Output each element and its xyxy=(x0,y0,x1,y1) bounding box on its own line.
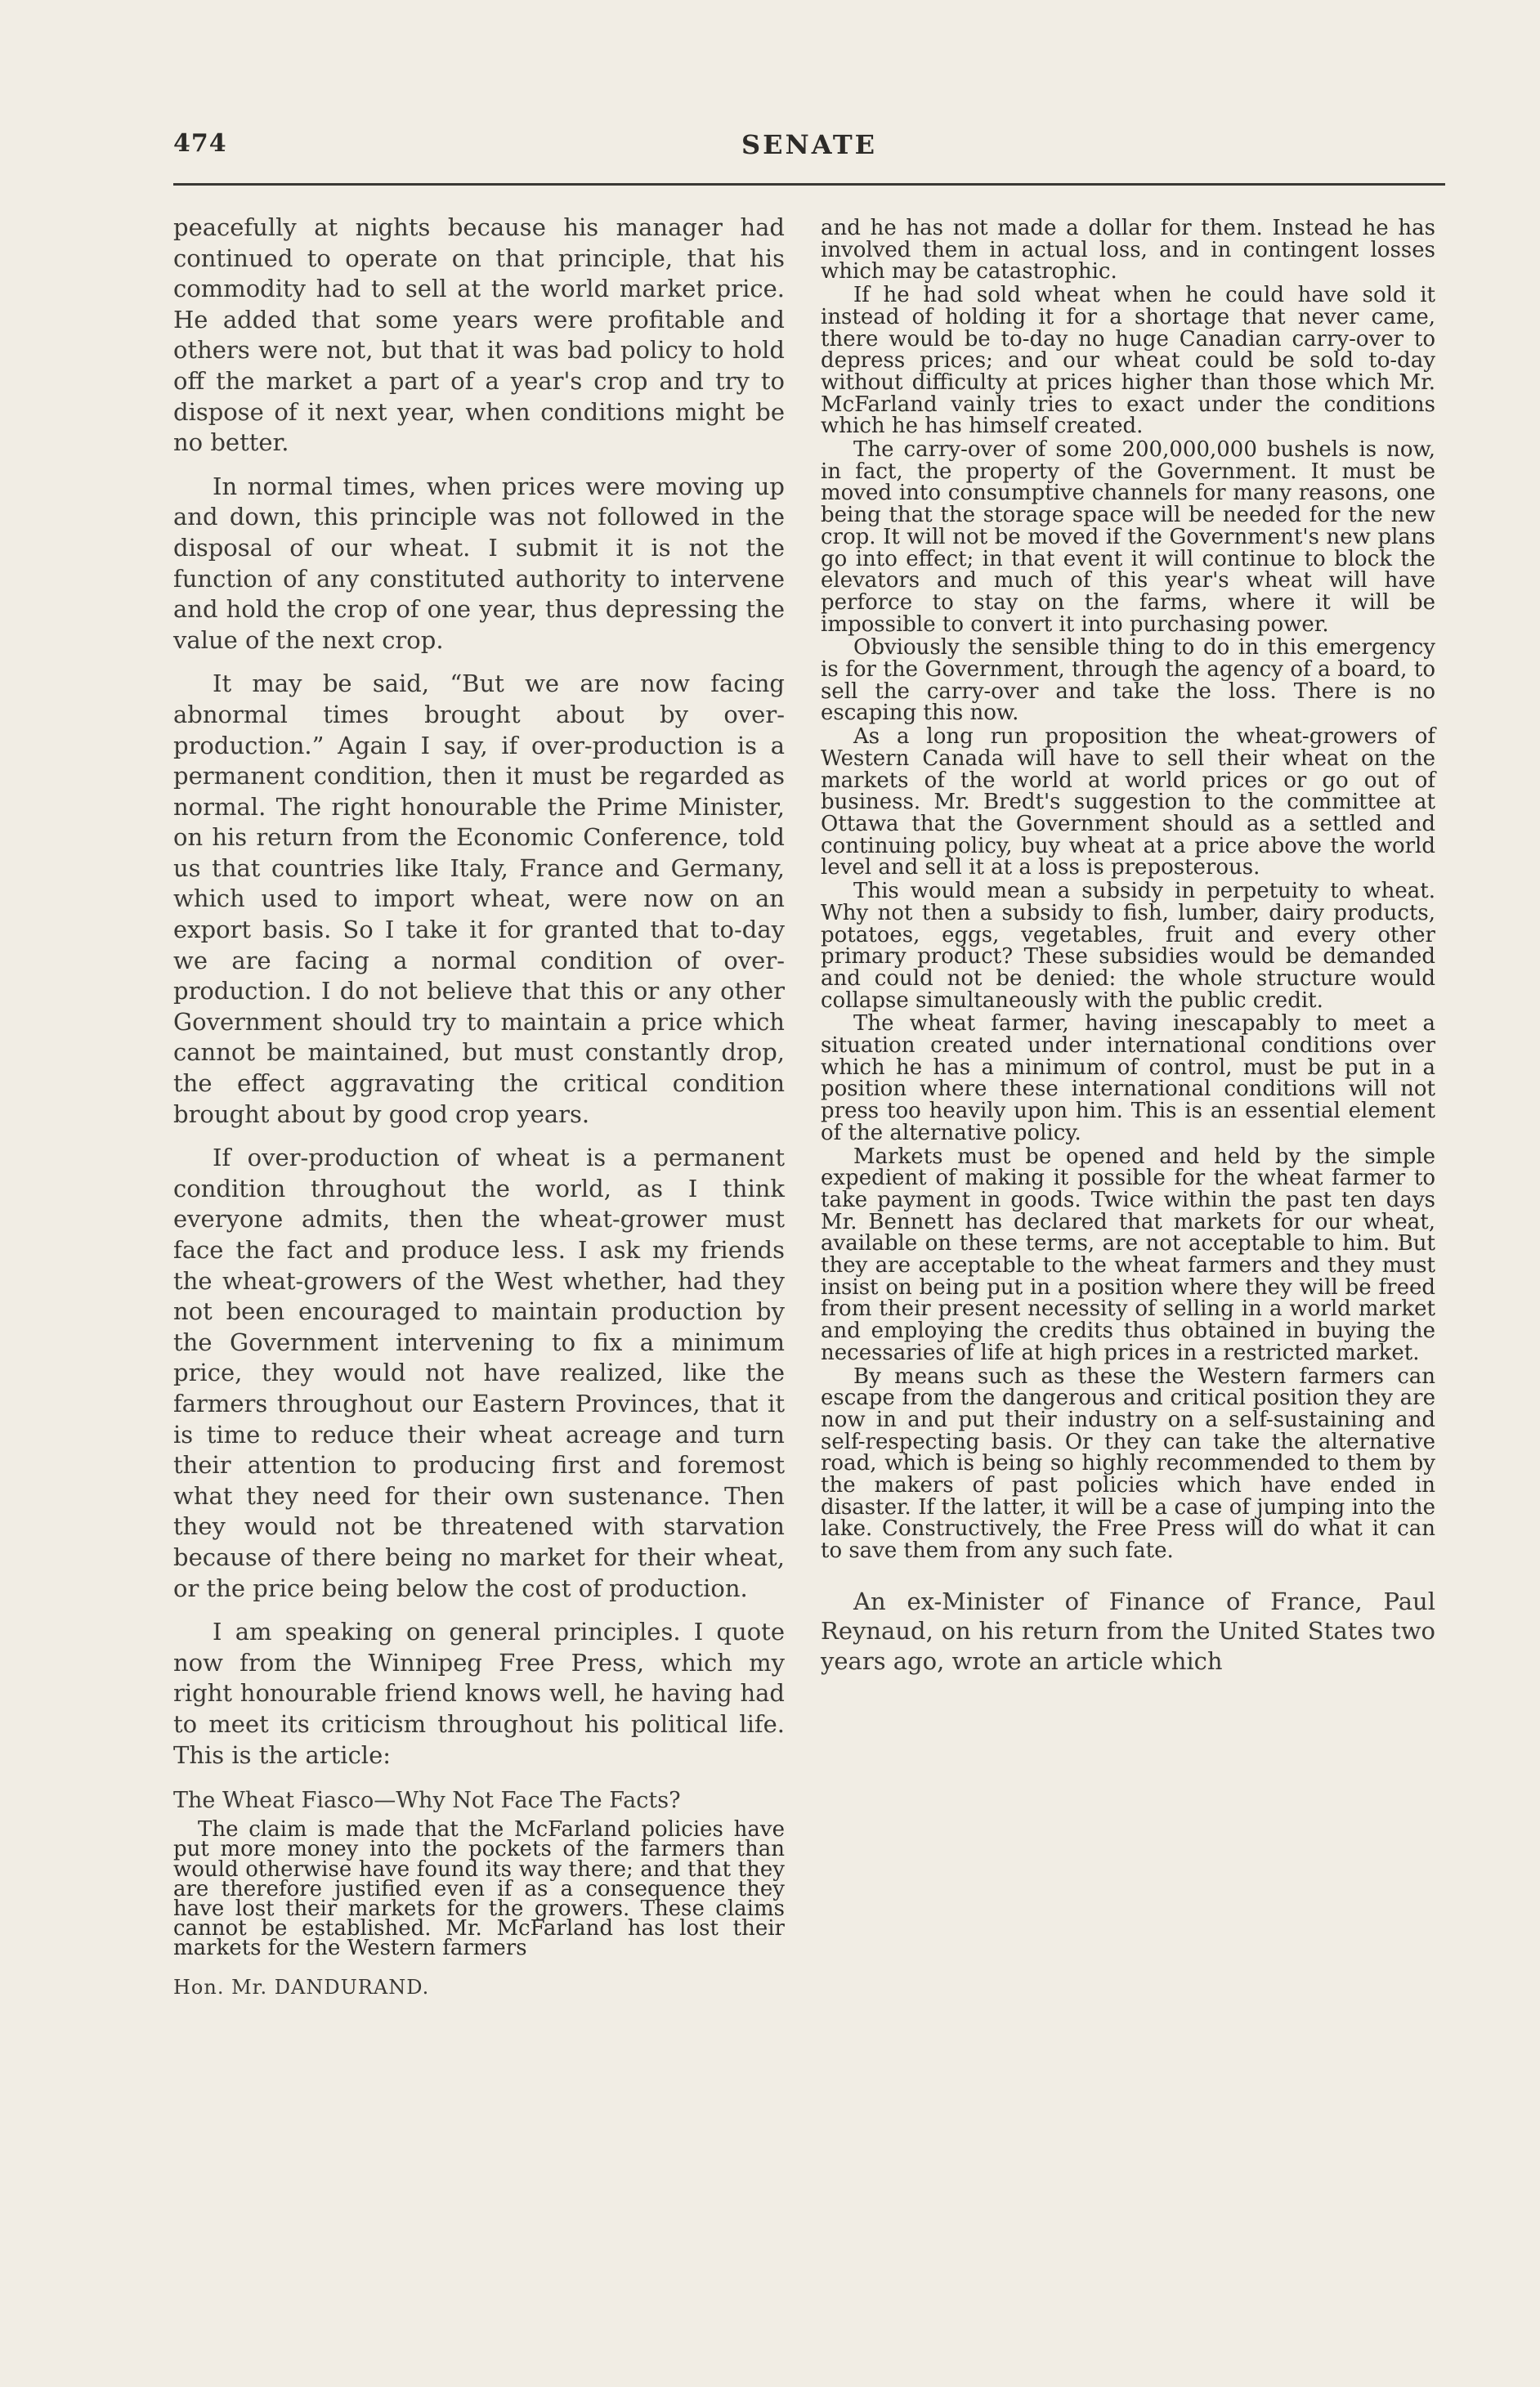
page-number: 474 xyxy=(173,129,227,158)
quote-text: The claim is made that the McFarland policies have put more money into the pockets of the farmers than would otherwise have found its way there; and that they are therefore justified even if as a consequence they have lost their markets for the growers. These claims cannot be established. Mr. McFarland has lost their markets for the Western farmers xyxy=(173,1817,785,1961)
left-column xyxy=(173,213,785,2000)
quote-paragraph: By means such as these the Western farmers can escape from the dangerous and critical position they are now in and put their industry on a self-sustaining and self-respecting basis. Or they can take the alternative road, which is being so highly recommended to them by the makers of past policies which have ended in disaster. If the latter, it will be a case of jumping into the lake. Constructively, the Free Press will do what it can to save them from any such fate. xyxy=(821,1364,1435,1564)
quote-paragraph: If he had sold wheat when he could have sold it instead of holding it for a shortage that never came, there would be to-day no huge Canadian carry-over to depress prices; and our wheat could be sold to-day without difficulty at prices higher than those which Mr. McFarland vainly tries to exact under the conditions which he has himself created. xyxy=(821,283,1435,439)
quote-paragraph: and he has not made a dollar for them. Instead he has involved them in actual loss, and in contingent losses which may be catastrophic. xyxy=(821,216,1435,284)
right-column xyxy=(821,217,1435,1677)
quote-paragraph: The wheat farmer, having inescapably to meet a situation created under international conditions over which he has a minimum of control, must be put in a position where these international conditions will not press too heavily upon him. This is an essential element of the alternative policy. xyxy=(821,1011,1435,1145)
header-rule xyxy=(173,183,1445,186)
page-header xyxy=(173,129,1445,178)
speaker-signature: Hon. Mr. DANDURAND. xyxy=(173,1975,430,1999)
quote-paragraph: As a long run proposition the wheat-growers of Western Canada will have to sell their wheat on the markets of the world at world prices or go out of business. Mr. Bredt's suggestion to the committee at Ottawa that the Government should as a settled and continuing policy, buy wheat at a price above the world level and sell it at a loss is preposterous. xyxy=(821,724,1435,880)
paragraph: If over-production of wheat is a permanent condition throughout the world, as I think everyone admits, then the wheat-grower must face the fact and produce less. I ask my friends the wheat-growers of the West whether, had they not been encouraged to maintain production by the Government intervening to fix a minimum price, they would not have realized, like the farmers throughout our Eastern Provinces, that it is time to reduce their wheat acreage and turn their attention to producing first and foremost what they need for their own sustenance. Then they would not be threatened with starvation because of there being no market for their wheat, or the price being below the cost of production. xyxy=(173,1144,785,1602)
quote-paragraph: Obviously the sensible thing to do in this emergency is for the Government, through the agency of a board, to sell the carry-over and take the loss. There is no escaping this now. xyxy=(821,635,1435,726)
quote-title: The Wheat Fiasco—Why Not Face The Facts? xyxy=(173,1788,681,1814)
paragraph: In normal times, when prices were moving up and down, this principle was not followed in the disposal of our wheat. I submit it is not the function of any constituted authority to intervene and hold the crop of one year, thus depressing the value of the next crop. xyxy=(173,472,785,654)
quote-paragraph: This would mean a subsidy in perpetuity to wheat. Why not then a subsidy to fish, lumber, dairy products, potatoes, eggs, vegetables, fruit and every other primary product? These subsidies would be demanded and could not be denied: the whole structure would collapse simultaneously with the public credit. xyxy=(821,879,1435,1013)
paragraph: peacefully at nights because his manager had continued to operate on that principle, that his commodity had to sell at the world market price. He added that some years were profitable and others were not, but that it was bad policy to hold off the market a part of a year's crop and try to dispose of it next year, when conditions might be no better. xyxy=(173,213,785,457)
paragraph: I am speaking on general principles. I quote now from the Winnipeg Free Press, which my right honourable friend knows well, he having had to meet its criticism throughout his political life. This is the article: xyxy=(173,1618,785,1769)
paragraph: It may be said, “But we are now facing abnormal times brought about by over-production.” Again I say, if over-production is a permanent condition, then it must be regarded as normal. The right honourable the Prime Minister, on his return from the Economic Conference, told us that countries like Italy, France and Germany, which used to import wheat, were now on an export basis. So I take it for granted that to-day we are facing a normal condition of over-production. I do not believe that this or any other Government should try to maintain a price which cannot be maintained, but must constantly drop, the effect aggravating the critical condition brought about by good crop years. xyxy=(173,670,785,1128)
paragraph: An ex-Minister of Finance of France, Paul Reynaud, on his return from the United States two years ago, wrote an article which xyxy=(821,1587,1435,1676)
quote-paragraph: Markets must be opened and held by the simple expedient of making it possible for the wheat farmer to take payment in goods. Twice within the past ten days Mr. Bennett has declared that markets for our wheat, available on these terms, are not acceptable to him. But they are acceptable to the wheat farmers and they must insist on being put in a position where they will be freed from their present necessity of selling in a world market and employing the credits thus obtained in buying the necessaries of life at high prices in a restricted market. xyxy=(821,1144,1435,1365)
quote-paragraph: The carry-over of some 200,000,000 bushels is now, in fact, the property of the Government. It must be moved into consumptive channels for many reasons, one being that the storage space will be needed for the new crop. It will not be moved if the Government's new plans go into effect; in that event it will continue to block the elevators and much of this year's wheat will have perforce to stay on the farms, where it will be impossible to convert it into purchasing power. xyxy=(821,437,1435,637)
running-head: SENATE xyxy=(741,129,878,160)
